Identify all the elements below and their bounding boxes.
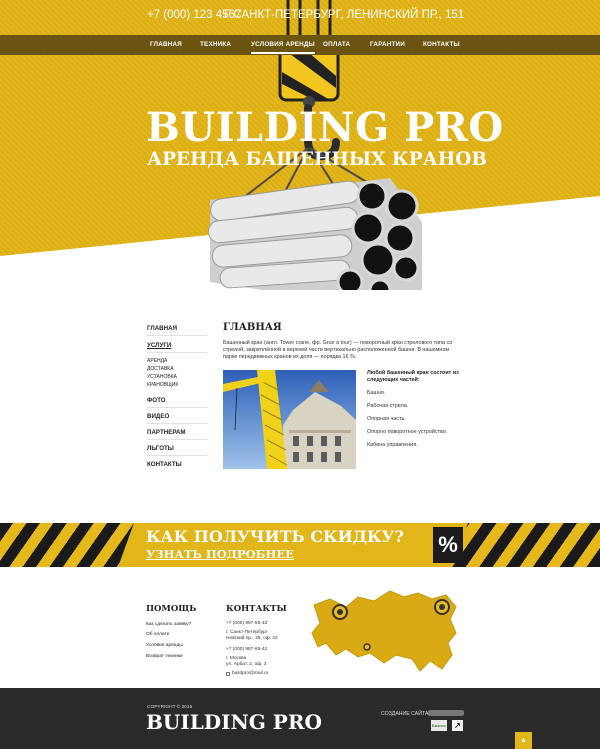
contact-city: г. Санкт-Петербург xyxy=(226,630,268,635)
nav-item-guarantees[interactable]: ГАРАНТИИ xyxy=(370,41,405,48)
parts-list-item: Кабина управления. xyxy=(367,442,418,448)
help-link-payment[interactable]: Об оплате xyxy=(146,632,170,637)
sidebar-item-contacts[interactable]: КОНТАКТЫ xyxy=(147,461,182,468)
header-address: Г САНКТ-ПЕТЕРБУРГ, ЛЕНИНСКИЙ ПР., 151 xyxy=(224,9,465,21)
contact-email[interactable]: buildpro@mail.ru xyxy=(232,671,269,676)
parts-list-item: Башня. xyxy=(367,390,386,396)
made-by-link[interactable] xyxy=(428,710,464,716)
help-link-how-to-order[interactable]: Как сделать заявку? xyxy=(146,622,192,627)
hero-title: BUILDING PRO xyxy=(146,104,504,151)
hero-subtitle: АРЕНДА БАШЕННЫХ КРАНОВ xyxy=(147,149,487,170)
sidebar-divider xyxy=(147,439,207,440)
sidebar-item-services[interactable]: УСЛУГИ xyxy=(147,342,172,349)
parts-list-heading: Любой башенный кран состоит из следующих частей: xyxy=(367,370,459,383)
made-by-label: СОЗДАНИЕ САЙТА xyxy=(381,711,429,717)
contact-street: ул. Арбат, 2, оф. 3 xyxy=(226,662,267,667)
hero-banner xyxy=(0,0,600,290)
sidebar-item-benefits[interactable]: ЛЬГОТЫ xyxy=(147,445,174,452)
sidebar-subitem-rental[interactable]: АРЕНДА xyxy=(147,358,168,364)
discount-title: КАК ПОЛУЧИТЬ СКИДКУ? xyxy=(146,527,404,546)
contact-street: Невский пр., 35, оф. 22 xyxy=(226,636,278,641)
sidebar-item-partners[interactable]: ПАРТНЕРАМ xyxy=(147,429,186,436)
contact-city: г. Москва xyxy=(226,656,247,661)
mail-icon xyxy=(226,672,230,676)
help-link-return[interactable]: Возврат техники xyxy=(146,654,183,659)
russia-map xyxy=(300,585,460,677)
sidebar-divider xyxy=(147,407,207,408)
crane-photo xyxy=(223,370,356,469)
sidebar-divider xyxy=(147,335,207,336)
sidebar-divider xyxy=(147,455,207,456)
top-info-bar xyxy=(0,0,600,35)
nav-item-equipment[interactable]: ТЕХНИКА xyxy=(200,41,232,48)
external-arrow-icon[interactable]: ↗ xyxy=(452,720,463,731)
help-link-rental-terms[interactable]: Условия аренды xyxy=(146,643,183,648)
learn-more-link[interactable]: УЗНАТЬ ПОДРОБНЕЕ xyxy=(146,547,294,561)
percent-icon: % xyxy=(433,527,463,563)
contacts-heading: КОНТАКТЫ xyxy=(226,604,287,614)
sidebar-subitem-operator[interactable]: КРАНОВЩИК xyxy=(147,382,179,388)
page-title: ГЛАВНАЯ xyxy=(223,322,282,333)
sidebar-item-photo[interactable]: ФОТО xyxy=(147,397,166,404)
parts-list-item: Опорно поворотное устройство. xyxy=(367,429,448,435)
intro-paragraph: Башенный кран (англ. Tower crane, фр. Grue à tour) — поворотный кран стрелового типа со стрелой, закреплённой в верхней части вертикально расположенной башни. В нашемном парке передвижных кранов их доля — порядка 16 %. xyxy=(223,340,453,360)
scroll-top-button[interactable]: ▲ xyxy=(515,732,532,749)
copyright-text: COPYRIGHT © 2015 xyxy=(147,705,193,710)
sidebar-subitem-delivery[interactable]: ДОСТАВКА xyxy=(147,366,174,372)
contact-phone[interactable]: +7 (000) 987-65-42 xyxy=(226,647,268,652)
header-phone[interactable]: +7 (000) 123 4567 xyxy=(147,9,242,21)
sidebar-item-video[interactable]: ВИДЕО xyxy=(147,413,170,420)
sidebar-divider xyxy=(147,423,207,424)
nav-item-rental-terms[interactable]: УСЛОВИЯ АРЕНДЫ xyxy=(251,41,315,48)
nav-item-contacts[interactable]: КОНТАКТЫ xyxy=(423,41,460,48)
sidebar-item-home[interactable]: ГЛАВНАЯ xyxy=(147,325,178,332)
help-heading: ПОМОЩЬ xyxy=(146,604,197,614)
partner-badge[interactable]: Бизнес xyxy=(431,720,447,731)
nav-item-payment[interactable]: ОПЛАТА xyxy=(323,41,351,48)
footer-logo[interactable]: BUILDING PRO xyxy=(146,710,322,734)
nav-item-home[interactable]: ГЛАВНАЯ xyxy=(150,41,182,48)
parts-list-item: Опорная часть. xyxy=(367,416,406,422)
parts-list-item: Рабочая стрела. xyxy=(367,403,409,409)
main-nav xyxy=(0,35,600,55)
sidebar-subitem-installation[interactable]: УСТАНОВКА xyxy=(147,374,177,380)
sidebar-divider xyxy=(147,352,207,353)
contact-phone[interactable]: +7 (000) 987-65-43 xyxy=(226,621,268,626)
